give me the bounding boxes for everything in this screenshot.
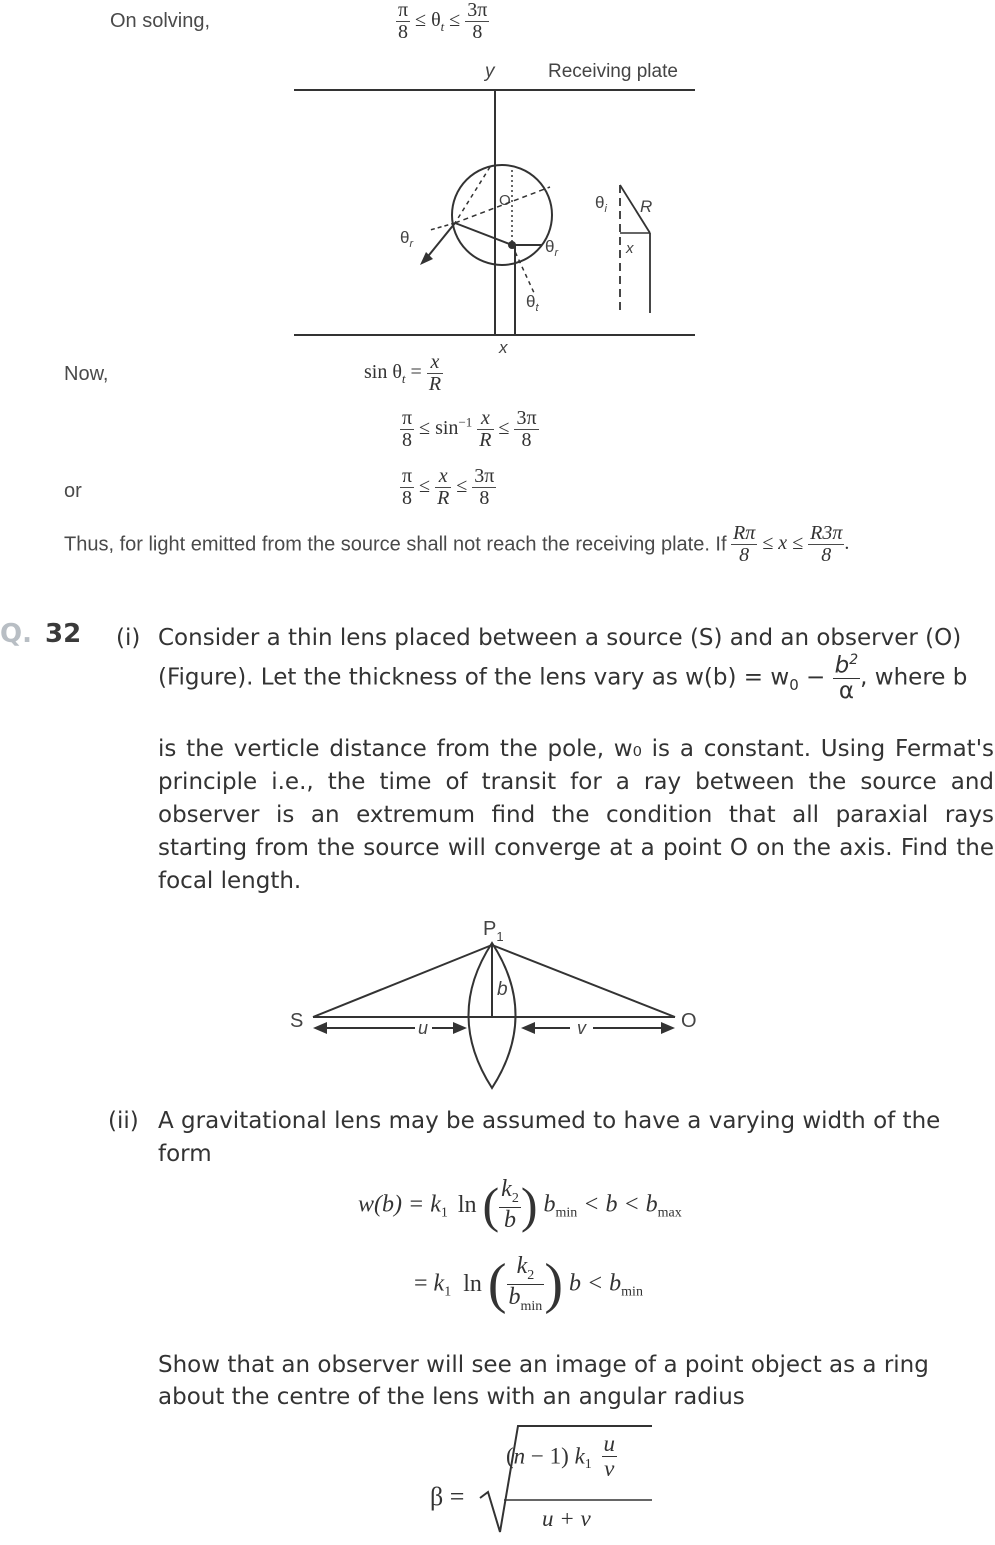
width-equation-2: = $k_1$ ln ( $\frac{k_2}{b_{min}}$ ) $b < b_{min}$	[414, 1252, 643, 1315]
u-label: u	[418, 1018, 429, 1038]
x-over-r-inequality: $\frac{\pi}{8}$ ≤ $\frac{x}{R}$ ≤ $\frac{3\pi}{8}$	[402, 465, 495, 509]
question-badge: Q. 32	[0, 619, 82, 649]
thin-lens-figure	[285, 910, 705, 1095]
part-ii-line2: form	[158, 1141, 212, 1167]
theta-t-label: $\theta_t$	[526, 292, 539, 314]
sphere-circle	[452, 165, 552, 265]
sin-theta-equation: $\sin \theta_t$ = $\frac{x}{R}$	[364, 351, 442, 395]
show-that-line1: Show that an observer will see an image of a point object as a ring	[158, 1352, 929, 1378]
part-i-label: (i)	[116, 625, 141, 651]
v-label: v	[577, 1018, 586, 1038]
beta-denominator: u + v	[542, 1506, 591, 1531]
on-solving-label: On solving,	[110, 10, 211, 32]
width-equation-1: $w(b) = k_1$ ln ( $\frac{k_2}{b}$ ) $b_{min} < b < b_{max}$	[358, 1176, 682, 1233]
or-label: or	[64, 480, 82, 502]
part-ii-label: (ii)	[108, 1108, 139, 1134]
ray-to-lens	[313, 945, 492, 1017]
part-i-paragraph: is the verticle distance from the pole, w₀ is a constant. Using Fermat's principle i.e., the time of transit for a ray between the source and observer is an extremum find the condition that all paraxial rays starting from the source will converge at a point O on the axis. Find the focal length.	[158, 736, 994, 894]
p1-label: $P_1$	[483, 918, 504, 944]
inequality-theta-t: $\frac{\pi}{8}$ ≤ $\theta_t$ ≤ $\frac{3\pi}{8}$	[398, 0, 488, 43]
receiving-plate-figure	[280, 55, 710, 360]
observer-o-label: O	[681, 1010, 697, 1032]
beta-numerator: (n − 1) $k_1$ $\frac{u}{v}$	[506, 1431, 616, 1482]
show-that-line2: about the centre of the lens with an angular radius	[158, 1384, 745, 1410]
y-axis-label: y	[485, 61, 495, 82]
theta-i-label: $\theta_i$	[595, 193, 607, 215]
inverse-sine-inequality: $\frac{\pi}{8}$ ≤ $\sin^{-1}$ $\frac{x}{R}$ ≤ $\frac{3\pi}{8}$	[402, 407, 537, 451]
part-i-line1: Consider a thin lens placed between a source (S) and an observer (O)	[158, 625, 962, 651]
part-i-line2: (Figure). Let the thickness of the lens vary as $w(b) = w_0$ − $\frac{b^2}{\alpha}$ , where b	[158, 652, 968, 704]
thus-conclusion: Thus, for light emitted from the source shall not reach the receiving plate. If $\frac{R\pi}{8}$ ≤ x ≤ $\frac{R3\pi}{8}$ .	[64, 522, 850, 566]
now-label: Now,	[64, 363, 109, 385]
x-axis-label: x	[499, 338, 508, 357]
x-small-label: x	[626, 240, 634, 257]
beta-equation: β = (n − 1) $k_1$ $\frac{u}{v}$ u + v	[430, 1420, 660, 1540]
theta-r-left-label: $\theta_r$	[400, 228, 414, 250]
r-label: R	[640, 197, 653, 216]
ray-from-lens	[492, 945, 675, 1017]
receiving-plate-label: Receiving plate	[548, 61, 678, 82]
theta-r-right-label: $\theta_r$	[545, 237, 559, 259]
source-s-label: S	[290, 1010, 304, 1032]
part-ii-line1: A gravitational lens may be assumed to have a varying width of the	[158, 1108, 941, 1134]
b-label: b	[497, 979, 508, 1000]
center-o-label: O	[499, 192, 511, 209]
